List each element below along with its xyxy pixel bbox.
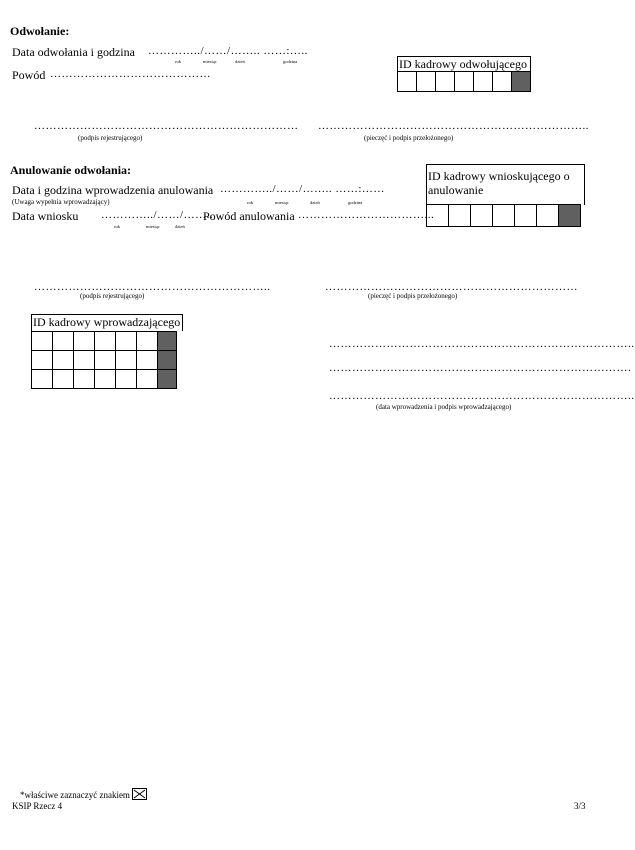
id-cell[interactable]	[32, 351, 53, 370]
anulowanie-sig-right-caption: (pieczęć i podpis przełożonego)	[368, 292, 458, 300]
anulowanie-sig-left-caption: (podpis rejestrującego)	[80, 292, 145, 300]
id-cell[interactable]	[53, 370, 74, 389]
anulowanie-datetime-field[interactable]: …………../……/…….. ……:……	[220, 183, 385, 195]
odwolanie-reason-field[interactable]: ……………………………………	[50, 68, 211, 80]
footer-page-number: 3/3	[574, 801, 586, 811]
id-cell[interactable]	[436, 72, 455, 92]
footer-note-text: *właściwe zaznaczyć znakiem	[20, 790, 130, 800]
id-cell[interactable]	[474, 72, 493, 92]
odwolujacy-id-grid[interactable]	[397, 71, 531, 92]
cancel-reason-field[interactable]: ……………………………...	[298, 209, 435, 221]
odwolanie-sig-right-caption: (pieczęć i podpis przełożonego)	[364, 134, 454, 142]
id-cell[interactable]	[137, 351, 158, 370]
anulowanie-sub-rok: rok	[247, 200, 253, 205]
anulowanie-sig-right-line[interactable]: …………………………………………………………	[325, 281, 578, 293]
id-cell[interactable]	[74, 332, 95, 351]
id-cell[interactable]	[95, 370, 116, 389]
anulowanie-datetime-label: Data i godzina wprowadzenia anulowania	[12, 183, 214, 197]
odwolanie-sub-rok: rok	[175, 59, 181, 64]
wnioskujacy-id-grid[interactable]	[426, 204, 581, 227]
id-cell-shaded	[158, 370, 177, 389]
id-cell-shaded	[158, 351, 177, 370]
id-cell[interactable]	[116, 351, 137, 370]
odwolujacy-id-label: ID kadrowy odwołującego	[397, 56, 531, 72]
footer-doc-code: KSIP Rzecz 4	[12, 801, 63, 811]
cross-checkbox-icon	[132, 788, 147, 800]
anulowanie-note: (Uwaga wypełnia wprowadzający)	[12, 198, 110, 206]
odwolanie-reason-label: Powód	[12, 68, 46, 82]
entry-line-1[interactable]: ……………………………………………………………………..	[329, 338, 635, 350]
id-cell[interactable]	[95, 332, 116, 351]
id-cell[interactable]	[427, 205, 449, 227]
anulowanie-sig-left-line[interactable]: ……………………………………………………..	[34, 281, 271, 293]
id-cell[interactable]	[471, 205, 493, 227]
odwolanie-datetime-field[interactable]: …………../……/…….. ……:…..	[148, 45, 308, 57]
id-cell[interactable]	[137, 332, 158, 351]
odwolanie-sub-dzien: dzień	[235, 59, 245, 64]
id-cell[interactable]	[74, 370, 95, 389]
odwolanie-sub-godzina: godzina	[283, 59, 298, 64]
wprowadzajacy-id-grid[interactable]	[31, 331, 177, 389]
id-cell[interactable]	[449, 205, 471, 227]
request-date-label: Data wniosku	[12, 209, 79, 223]
request-sub-rok: rok	[114, 224, 120, 229]
id-cell[interactable]	[493, 205, 515, 227]
entry-line-2[interactable]: …………………………………………………………………….	[329, 362, 632, 374]
odwolanie-sub-miesiac: miesiąc	[203, 59, 217, 64]
request-sub-miesiac: miesiąc	[146, 224, 160, 229]
id-cell[interactable]	[32, 370, 53, 389]
id-cell[interactable]	[417, 72, 436, 92]
odwolanie-sig-left-caption: (podpis rejestrującego)	[78, 134, 143, 142]
id-cell[interactable]	[537, 205, 559, 227]
id-cell-shaded	[512, 72, 531, 92]
odwolanie-datetime-label: Data odwołania i godzina	[12, 45, 135, 59]
id-cell[interactable]	[95, 351, 116, 370]
cancel-reason-label: Powód anulowania	[203, 209, 295, 223]
id-cell[interactable]	[53, 351, 74, 370]
anulowanie-heading: Anulowanie odwołania:	[10, 163, 132, 177]
entry-line-3[interactable]: ……………………………………………………………………..	[329, 390, 635, 402]
id-cell[interactable]	[137, 370, 158, 389]
id-cell[interactable]	[116, 370, 137, 389]
id-cell[interactable]	[455, 72, 474, 92]
anulowanie-sub-dzien: dzień	[310, 200, 320, 205]
id-cell[interactable]	[53, 332, 74, 351]
id-cell[interactable]	[32, 332, 53, 351]
id-cell[interactable]	[493, 72, 512, 92]
wprowadzajacy-id-label: ID kadrowy wprowadzającego	[31, 314, 183, 331]
id-cell-shaded	[158, 332, 177, 351]
odwolanie-heading: Odwołanie:	[10, 24, 70, 38]
request-sub-dzien: dzień	[175, 224, 185, 229]
odwolanie-sig-right-line[interactable]: ……………………………………………………………..	[318, 120, 589, 132]
id-cell[interactable]	[398, 72, 417, 92]
id-cell-shaded	[559, 205, 581, 227]
id-cell[interactable]	[515, 205, 537, 227]
odwolanie-sig-left-line[interactable]: ……………………………………………………………	[34, 120, 299, 132]
wnioskujacy-id-label: ID kadrowy wnioskującego o anulowanie	[426, 164, 585, 205]
anulowanie-sub-miesiac: miesiąc	[275, 200, 289, 205]
id-cell[interactable]	[74, 351, 95, 370]
id-cell[interactable]	[116, 332, 137, 351]
request-date-field[interactable]: …………../……/……..	[101, 209, 214, 221]
anulowanie-sub-godzina: godzina	[348, 200, 363, 205]
entry-caption: (data wprowadzenia i podpis wprowadzającego)	[376, 403, 512, 411]
footer-note	[20, 788, 147, 800]
